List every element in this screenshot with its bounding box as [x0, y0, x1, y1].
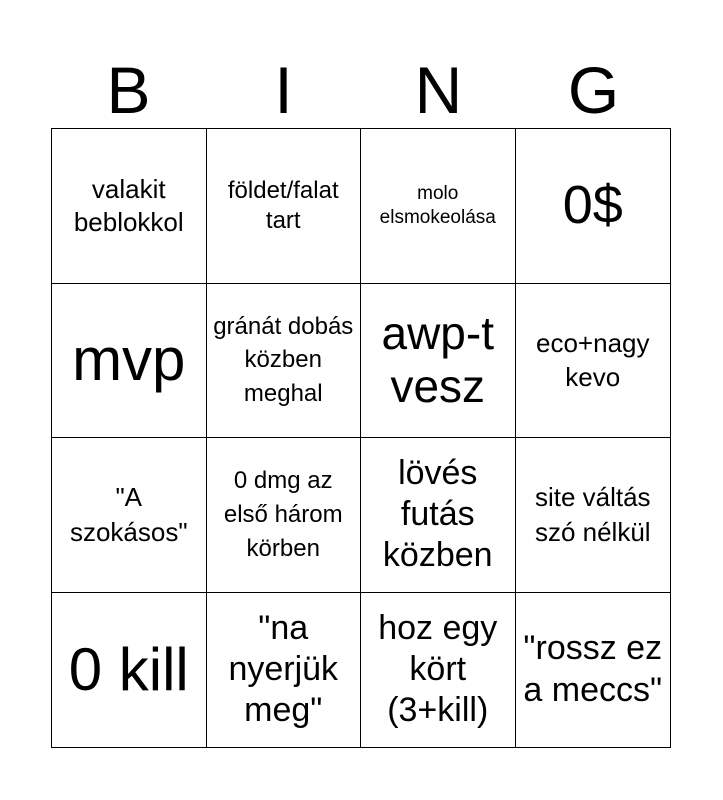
bingo-cell[interactable] — [516, 438, 671, 593]
bingo-header — [51, 52, 671, 128]
bingo-cell-text: 0 kill — [68, 635, 189, 703]
bingo-cell-text: valakit beblokkol — [73, 174, 184, 237]
bingo-cell-text: eco+nagy kevo — [536, 327, 650, 393]
bingo-board — [51, 128, 671, 748]
bingo-cell[interactable] — [207, 438, 362, 593]
header-letter-g: G — [567, 53, 620, 127]
bingo-cell[interactable] — [52, 129, 207, 284]
bingo-cell[interactable] — [207, 284, 362, 439]
bingo-cell[interactable] — [52, 593, 207, 748]
header-letter-i: I — [274, 53, 293, 127]
bingo-cell-text: "na nyerjük meg" — [228, 608, 339, 730]
bingo-cell-text: 0$ — [562, 174, 623, 235]
bingo-cell-text: lövés futás közben — [382, 453, 493, 575]
bingo-cell[interactable] — [207, 593, 362, 748]
bingo-cell[interactable] — [361, 129, 516, 284]
bingo-cell-text: site váltás szó nélkül — [534, 482, 651, 547]
bingo-cell[interactable] — [52, 438, 207, 593]
bingo-cell-text: földet/falat tart — [227, 176, 339, 234]
bingo-cell[interactable] — [516, 129, 671, 284]
bingo-cell-text: mvp — [72, 326, 186, 394]
bingo-cell[interactable] — [516, 593, 671, 748]
bingo-cell[interactable] — [361, 438, 516, 593]
bingo-cell[interactable] — [516, 284, 671, 439]
bingo-cell-text: hoz egy kört (3+kill) — [378, 608, 498, 730]
bingo-cell-text: awp-t vesz — [381, 307, 494, 413]
header-letter-b: B — [106, 53, 151, 127]
bingo-cell-text: gránát dobás közben meghal — [213, 312, 354, 408]
bingo-cell[interactable] — [207, 129, 362, 284]
bingo-cell[interactable] — [52, 284, 207, 439]
bingo-cell-text: "rossz ez a meccs" — [523, 629, 663, 709]
bingo-cell-text: "A szokásos" — [69, 482, 188, 547]
bingo-cell[interactable] — [361, 593, 516, 748]
bingo-cell[interactable] — [361, 284, 516, 439]
header-letter-n: N — [414, 53, 463, 127]
bingo-cell-text: molo elsmokeolása — [379, 183, 496, 228]
bingo-cell-text: 0 dmg az első három körben — [223, 467, 343, 562]
